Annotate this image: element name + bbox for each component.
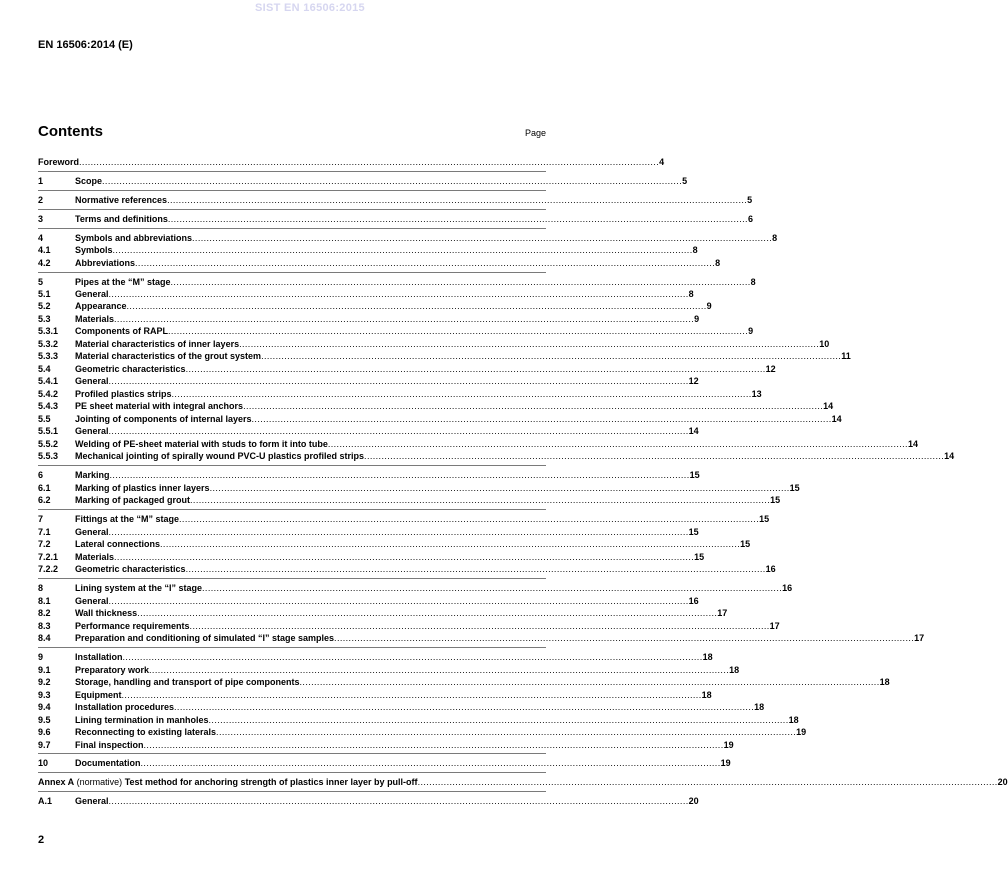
- toc-entry[interactable]: [38, 425, 699, 437]
- toc-entry-title-text: General: [75, 796, 109, 806]
- toc-leader-dots: [300, 677, 880, 688]
- toc-entry[interactable]: [38, 257, 721, 269]
- toc-entry[interactable]: [38, 375, 699, 387]
- toc-entry-page: 19: [796, 727, 807, 737]
- toc-entry-number: 5.5.3: [38, 451, 59, 461]
- toc-entry[interactable]: [38, 276, 756, 288]
- toc-entry-page: 18: [754, 702, 765, 712]
- toc-entry-number: 8.2: [38, 608, 51, 618]
- toc-entry-title-text: General: [75, 289, 109, 299]
- toc-entry[interactable]: [38, 538, 751, 550]
- toc-entry-title: [75, 583, 202, 594]
- toc-entry-annex-title: Test method for anchoring strength of plastics inner layer by pull-off: [124, 777, 418, 787]
- toc-entry[interactable]: [38, 232, 778, 244]
- toc-entry-title: [75, 527, 109, 538]
- toc-entry-title: [75, 677, 300, 688]
- toc-leader-dots: [79, 157, 659, 168]
- toc-entry-page: 9: [748, 326, 754, 336]
- toc-entry[interactable]: [38, 156, 665, 168]
- toc-entry-page: 5: [747, 195, 753, 205]
- toc-entry-number: 5.4.3: [38, 401, 59, 411]
- toc-entry-page: 18: [701, 690, 712, 700]
- toc-divider: [38, 209, 546, 210]
- toc-entry-annex-type: (normative): [74, 777, 125, 787]
- toc-entry-title-text: Jointing of components of internal layers: [75, 414, 252, 424]
- toc-entry-number: 7.2: [38, 539, 51, 549]
- toc-entry-title-text: Installation: [75, 652, 123, 662]
- toc-entry-page: 15: [740, 539, 751, 549]
- toc-entry[interactable]: [38, 607, 728, 619]
- toc-entry-number: 5.4.2: [38, 389, 59, 399]
- toc-leader-dots: [190, 495, 770, 506]
- toc-entry-title: [75, 351, 261, 362]
- toc-entry-number: 9.1: [38, 665, 51, 675]
- toc-entry-number: 5.3.2: [38, 339, 59, 349]
- toc-entry-title: [75, 245, 113, 256]
- toc-entry[interactable]: [38, 689, 712, 701]
- toc-entry-number: 9.6: [38, 727, 51, 737]
- toc-entry-page: 18: [702, 652, 713, 662]
- toc-leader-dots: [186, 564, 766, 575]
- toc-leader-dots: [168, 214, 748, 225]
- toc-entry-number: 5.3: [38, 314, 51, 324]
- toc-entry-number: 6: [38, 470, 44, 480]
- toc-entry-page: 15: [694, 552, 705, 562]
- toc-entry-page: 15: [688, 527, 699, 537]
- toc-entry-page: 14: [823, 401, 834, 411]
- toc-entry-page: 8: [750, 277, 756, 287]
- toc-entry-page: 14: [831, 414, 842, 424]
- toc-entry-page: 8: [715, 258, 721, 268]
- toc-leader-dots: [109, 527, 689, 538]
- toc-entry-page: 19: [720, 758, 731, 768]
- page-number: 2: [38, 834, 45, 846]
- toc-entry-title-text: Fittings at the “M” stage: [75, 514, 180, 524]
- toc-entry-title-text: Performance requirements: [75, 621, 190, 631]
- toc-entry-title-text: PE sheet material with integral anchors: [75, 401, 244, 411]
- toc-entry-page: 4: [659, 157, 665, 167]
- toc-entry-title-text: Symbols: [75, 245, 113, 255]
- toc-entry-title-text: Mechanical jointing of spirally wound PVC-U plastics profiled strips: [75, 451, 365, 461]
- toc-entry-title-text: Components of RAPL: [75, 326, 168, 336]
- toc-entry-title: [75, 426, 109, 437]
- toc-entry-title-text: General: [75, 376, 109, 386]
- toc-entry-page: 14: [907, 439, 918, 449]
- toc-entry[interactable]: [38, 325, 754, 337]
- toc-entry-title-text: Scope: [75, 176, 103, 186]
- toc-entry-page: 20: [997, 777, 1008, 787]
- toc-divider: [38, 578, 546, 579]
- toc-entry[interactable]: [38, 513, 770, 525]
- toc-entry-title: [75, 740, 144, 751]
- toc-entry-title: [38, 157, 79, 168]
- toc-entry[interactable]: [38, 313, 700, 325]
- toc-entry-page: 14: [944, 451, 955, 461]
- toc-entry[interactable]: [38, 701, 765, 713]
- toc-entry-title: [75, 277, 171, 288]
- toc-entry-title: [75, 690, 122, 701]
- toc-entry-title-text: Marking of plastics inner layers: [75, 483, 210, 493]
- toc-leader-dots: [122, 690, 702, 701]
- toc-entry-page: 18: [788, 715, 799, 725]
- toc-entry[interactable]: [38, 776, 1008, 788]
- toc-entry-title-text: Documentation: [75, 758, 141, 768]
- toc-divider: [38, 753, 546, 754]
- toc-entry-number: 5: [38, 277, 44, 287]
- toc-leader-dots: [328, 439, 908, 450]
- toc-entry-page: 16: [688, 596, 699, 606]
- toc-entry-title: [75, 214, 168, 225]
- toc-entry-title: [75, 796, 109, 807]
- toc-entry-number: 9.4: [38, 702, 51, 712]
- toc-leader-dots: [209, 715, 789, 726]
- toc-entry-title-text: Preparatory work: [75, 665, 150, 675]
- toc-entry-number: 7: [38, 514, 44, 524]
- toc-entry[interactable]: [38, 213, 753, 225]
- toc-entry-title-text: Foreword: [38, 157, 80, 167]
- toc-leader-dots: [141, 758, 721, 769]
- toc-entry-title-text: General: [75, 426, 109, 436]
- toc-leader-dots: [114, 314, 694, 325]
- toc-entry-title-text: General: [75, 596, 109, 606]
- toc-leader-dots: [109, 376, 689, 387]
- toc-entry-title: [75, 564, 186, 575]
- toc-leader-dots: [109, 426, 689, 437]
- toc-entry-number: 9: [38, 652, 44, 662]
- toc-divider: [38, 228, 546, 229]
- toc-entry-title: [75, 470, 110, 481]
- toc-entry[interactable]: [38, 739, 734, 751]
- toc-entry[interactable]: [38, 632, 925, 644]
- toc-entry[interactable]: [38, 676, 890, 688]
- toc-entry[interactable]: [38, 300, 712, 312]
- toc-entry-number: 9.7: [38, 740, 51, 750]
- toc-entry-title-text: Material characteristics of inner layers: [75, 339, 240, 349]
- toc-leader-dots: [102, 176, 682, 187]
- toc-entry-page: 17: [769, 621, 780, 631]
- toc-leader-dots: [113, 245, 693, 256]
- toc-entry[interactable]: [38, 388, 762, 400]
- toc-divider: [38, 772, 546, 773]
- toc-entry[interactable]: [38, 469, 700, 481]
- toc-leader-dots: [160, 539, 740, 550]
- toc-entry-title: [75, 233, 192, 244]
- toc-entry-title: [75, 633, 334, 644]
- toc-leader-dots: [334, 633, 914, 644]
- toc-entry-title-text: Annex A: [38, 777, 75, 787]
- toc-entry-title: [75, 301, 127, 312]
- toc-entry-title-text: Abbreviations: [75, 258, 136, 268]
- toc-leader-dots: [149, 665, 729, 676]
- toc-entry-title-text: Marking: [75, 470, 110, 480]
- toc-entry-title: [75, 608, 137, 619]
- toc-divider: [38, 791, 546, 792]
- toc-entry[interactable]: [38, 563, 776, 575]
- toc-entry-page: 15: [789, 483, 800, 493]
- toc-entry-number: 4.2: [38, 258, 51, 268]
- toc-entry-title: [75, 483, 210, 494]
- toc-entry[interactable]: [38, 438, 918, 450]
- toc-leader-dots: [167, 195, 747, 206]
- toc-entry-number: 8.1: [38, 596, 51, 606]
- toc-leader-dots: [186, 364, 766, 375]
- toc-divider: [38, 171, 546, 172]
- toc-entry-page: 6: [747, 214, 753, 224]
- toc-entry[interactable]: [38, 620, 780, 632]
- toc-leader-dots: [114, 552, 694, 563]
- toc-entry-page: 5: [682, 176, 688, 186]
- toc-entry-title: [38, 777, 418, 788]
- toc-entry-page: 17: [717, 608, 728, 618]
- toc-entry-page: 11: [841, 351, 851, 361]
- toc-entry-title-text: Lining system at the “I” stage: [75, 583, 203, 593]
- toc-entry-number: 5.3.1: [38, 326, 59, 336]
- toc-entry-number: 1: [38, 176, 44, 186]
- toc-entry-title: [75, 401, 243, 412]
- toc-entry-title: [75, 495, 190, 506]
- toc-leader-dots: [109, 596, 689, 607]
- contents-heading: Contents: [38, 123, 103, 140]
- toc-entry[interactable]: [38, 595, 699, 607]
- toc-entry-title-text: Lining termination in manholes: [75, 715, 209, 725]
- toc-entry-number: 6.2: [38, 495, 51, 505]
- toc-entry-number: 5.5.1: [38, 426, 59, 436]
- toc-leader-dots: [364, 451, 944, 462]
- toc-entry-title-text: Installation procedures: [75, 702, 175, 712]
- toc-entry-page: 13: [751, 389, 762, 399]
- toc-entry-number: 8.4: [38, 633, 51, 643]
- toc-leader-dots: [239, 339, 819, 350]
- toc-entry-title-text: General: [75, 527, 109, 537]
- toc-entry-title: [75, 364, 186, 375]
- toc-entry-title-text: Terms and definitions: [75, 214, 168, 224]
- toc-entry-page: 12: [765, 364, 776, 374]
- toc-entry-page: 9: [694, 314, 700, 324]
- toc-entry-title: [75, 727, 216, 738]
- toc-entry-title-text: Pipes at the “M” stage: [75, 277, 171, 287]
- toc-entry[interactable]: [38, 194, 753, 206]
- toc-entry-page: 10: [819, 339, 830, 349]
- toc-entry-number: 10: [38, 758, 49, 768]
- toc-entry-number: 5.5.2: [38, 439, 59, 449]
- toc-entry-page: 14: [688, 426, 699, 436]
- toc-entry-title: [75, 414, 252, 425]
- toc-entry[interactable]: [38, 363, 776, 375]
- toc-entry-number: 5.4: [38, 364, 51, 374]
- toc-leader-dots: [202, 583, 782, 594]
- toc-entry-title-text: Reconnecting to existing laterals: [75, 727, 217, 737]
- toc-entry-title: [75, 758, 141, 769]
- toc-entry[interactable]: [38, 400, 834, 412]
- toc-leader-dots: [252, 414, 832, 425]
- toc-entry-title: [75, 514, 179, 525]
- toc-entry-page: 8: [772, 233, 778, 243]
- toc-entry-number: 5.3.3: [38, 351, 59, 361]
- toc-leader-dots: [127, 301, 707, 312]
- toc-entry-title: [75, 596, 109, 607]
- toc-divider: [38, 647, 546, 648]
- toc-entry[interactable]: [38, 413, 842, 425]
- document-id: EN 16506:2014 (E): [38, 39, 133, 51]
- toc-entry-title-text: Symbols and abbreviations: [75, 233, 193, 243]
- toc-entry-title: [75, 258, 135, 269]
- toc-entry-title: [75, 652, 123, 663]
- toc-entry-number: 9.5: [38, 715, 51, 725]
- toc-entry[interactable]: [38, 551, 705, 563]
- toc-entry[interactable]: [38, 726, 807, 738]
- toc-entry-page: 9: [706, 301, 712, 311]
- toc-leader-dots: [168, 326, 748, 337]
- toc-entry[interactable]: [38, 244, 698, 256]
- toc-entry-title-text: Materials: [75, 552, 115, 562]
- toc-entry[interactable]: [38, 664, 740, 676]
- toc-entry-number: 9.2: [38, 677, 51, 687]
- toc-leader-dots: [123, 652, 703, 663]
- toc-leader-dots: [418, 777, 998, 788]
- toc-leader-dots: [261, 351, 841, 362]
- toc-entry[interactable]: [38, 482, 800, 494]
- toc-entry-title-text: Welding of PE-sheet material with studs to form it into tube: [75, 439, 328, 449]
- watermark: SIST EN 16506:2015: [255, 2, 365, 14]
- toc-entry-page: 8: [692, 245, 698, 255]
- toc-leader-dots: [216, 727, 796, 738]
- toc-entry-page: 16: [765, 564, 776, 574]
- toc-entry[interactable]: [38, 175, 688, 187]
- toc-entry-title: [75, 621, 190, 632]
- toc-entry[interactable]: [38, 582, 793, 594]
- toc-leader-dots: [172, 389, 752, 400]
- toc-entry-title: [75, 715, 209, 726]
- toc-entry-title-text: Appearance: [75, 301, 127, 311]
- toc-entry-page: 17: [914, 633, 925, 643]
- toc-entry-title: [75, 339, 239, 350]
- toc-entry-page: 18: [729, 665, 740, 675]
- toc-entry-number: 6.1: [38, 483, 51, 493]
- toc-entry-title: [75, 665, 149, 676]
- toc-leader-dots: [243, 401, 823, 412]
- toc-entry-title: [75, 195, 167, 206]
- toc-entry-page: 12: [688, 376, 699, 386]
- toc-entry-title: [75, 176, 102, 187]
- toc-entry-title-text: Marking of packaged grout: [75, 495, 191, 505]
- toc-entry-title: [75, 439, 328, 450]
- toc-leader-dots: [109, 289, 689, 300]
- toc-entry[interactable]: [38, 450, 955, 462]
- toc-entry-page: 20: [688, 796, 699, 806]
- toc-entry-number: 7.2.2: [38, 564, 59, 574]
- toc-leader-dots: [110, 470, 690, 481]
- toc-entry-title: [75, 552, 114, 563]
- toc-entry-title-text: Storage, handling and transport of pipe components: [75, 677, 300, 687]
- toc-entry[interactable]: [38, 757, 731, 769]
- toc-leader-dots: [144, 740, 724, 751]
- toc-leader-dots: [179, 514, 759, 525]
- toc-leader-dots: [210, 483, 790, 494]
- toc-entry-title: [75, 314, 114, 325]
- toc-divider: [38, 509, 546, 510]
- toc-entry[interactable]: [38, 350, 851, 362]
- toc-entry-number: 3: [38, 214, 44, 224]
- toc-entry-page: 19: [723, 740, 734, 750]
- toc-entry[interactable]: [38, 795, 699, 807]
- toc-entry-number: 5.5: [38, 414, 51, 424]
- toc-entry-title-text: Final inspection: [75, 740, 144, 750]
- toc-divider: [38, 465, 546, 466]
- toc-entry-title: [75, 326, 168, 337]
- toc-entry-title-text: Geometric characteristics: [75, 364, 186, 374]
- toc-entry-page: 18: [879, 677, 890, 687]
- toc-entry[interactable]: [38, 288, 694, 300]
- toc-entry-title-text: Materials: [75, 314, 115, 324]
- toc-entry-title-text: Normative references: [75, 195, 168, 205]
- toc-entry-title: [75, 389, 172, 400]
- toc-entry[interactable]: [38, 651, 713, 663]
- toc-divider: [38, 272, 546, 273]
- toc-entry-page: 15: [770, 495, 781, 505]
- toc-entry-page: 8: [688, 289, 694, 299]
- toc-entry-title-text: Preparation and conditioning of simulated “I” stage samples: [75, 633, 335, 643]
- toc-leader-dots: [192, 233, 772, 244]
- toc-entry-title: [75, 376, 109, 387]
- toc-entry-title-text: Profiled plastics strips: [75, 389, 172, 399]
- toc-entry[interactable]: [38, 526, 699, 538]
- toc-entry-number: 5.2: [38, 301, 51, 311]
- toc-entry[interactable]: [38, 338, 830, 350]
- toc-entry-title-text: Wall thickness: [75, 608, 138, 618]
- toc-entry-number: 5.1: [38, 289, 51, 299]
- toc-leader-dots: [109, 796, 689, 807]
- toc-entry-page: 15: [689, 470, 700, 480]
- toc-entry-title: [75, 451, 364, 462]
- toc-entry-page: 16: [782, 583, 793, 593]
- toc-entry-title: [75, 289, 109, 300]
- toc-leader-dots: [135, 258, 715, 269]
- toc-entry-number: 4: [38, 233, 44, 243]
- toc-entry-number: 4.1: [38, 245, 51, 255]
- toc-entry-number: 5.4.1: [38, 376, 59, 386]
- toc-entry-number: 8.3: [38, 621, 51, 631]
- toc-entry-number: 2: [38, 195, 44, 205]
- toc-entry[interactable]: [38, 494, 781, 506]
- toc-leader-dots: [137, 608, 717, 619]
- toc-entry-title-text: Equipment: [75, 690, 122, 700]
- toc-divider: [38, 190, 546, 191]
- toc-leader-dots: [171, 277, 751, 288]
- toc-entry-number: A.1: [38, 796, 53, 806]
- toc-leader-dots: [190, 621, 770, 632]
- toc-entry-number: 7.2.1: [38, 552, 59, 562]
- toc-entry-number: 9.3: [38, 690, 51, 700]
- toc-entry-title-text: Lateral connections: [75, 539, 161, 549]
- toc-leader-dots: [174, 702, 754, 713]
- toc-entry[interactable]: [38, 714, 799, 726]
- toc-entry-title: [75, 539, 160, 550]
- toc-entry-title-text: Material characteristics of the grout system: [75, 351, 262, 361]
- toc-entry-page: 15: [759, 514, 770, 524]
- page-column-label: Page: [524, 128, 546, 138]
- toc-entry-title: [75, 702, 174, 713]
- toc-entry-title-text: Geometric characteristics: [75, 564, 186, 574]
- toc-entry-number: 7.1: [38, 527, 51, 537]
- toc-entry-number: 8: [38, 583, 44, 593]
